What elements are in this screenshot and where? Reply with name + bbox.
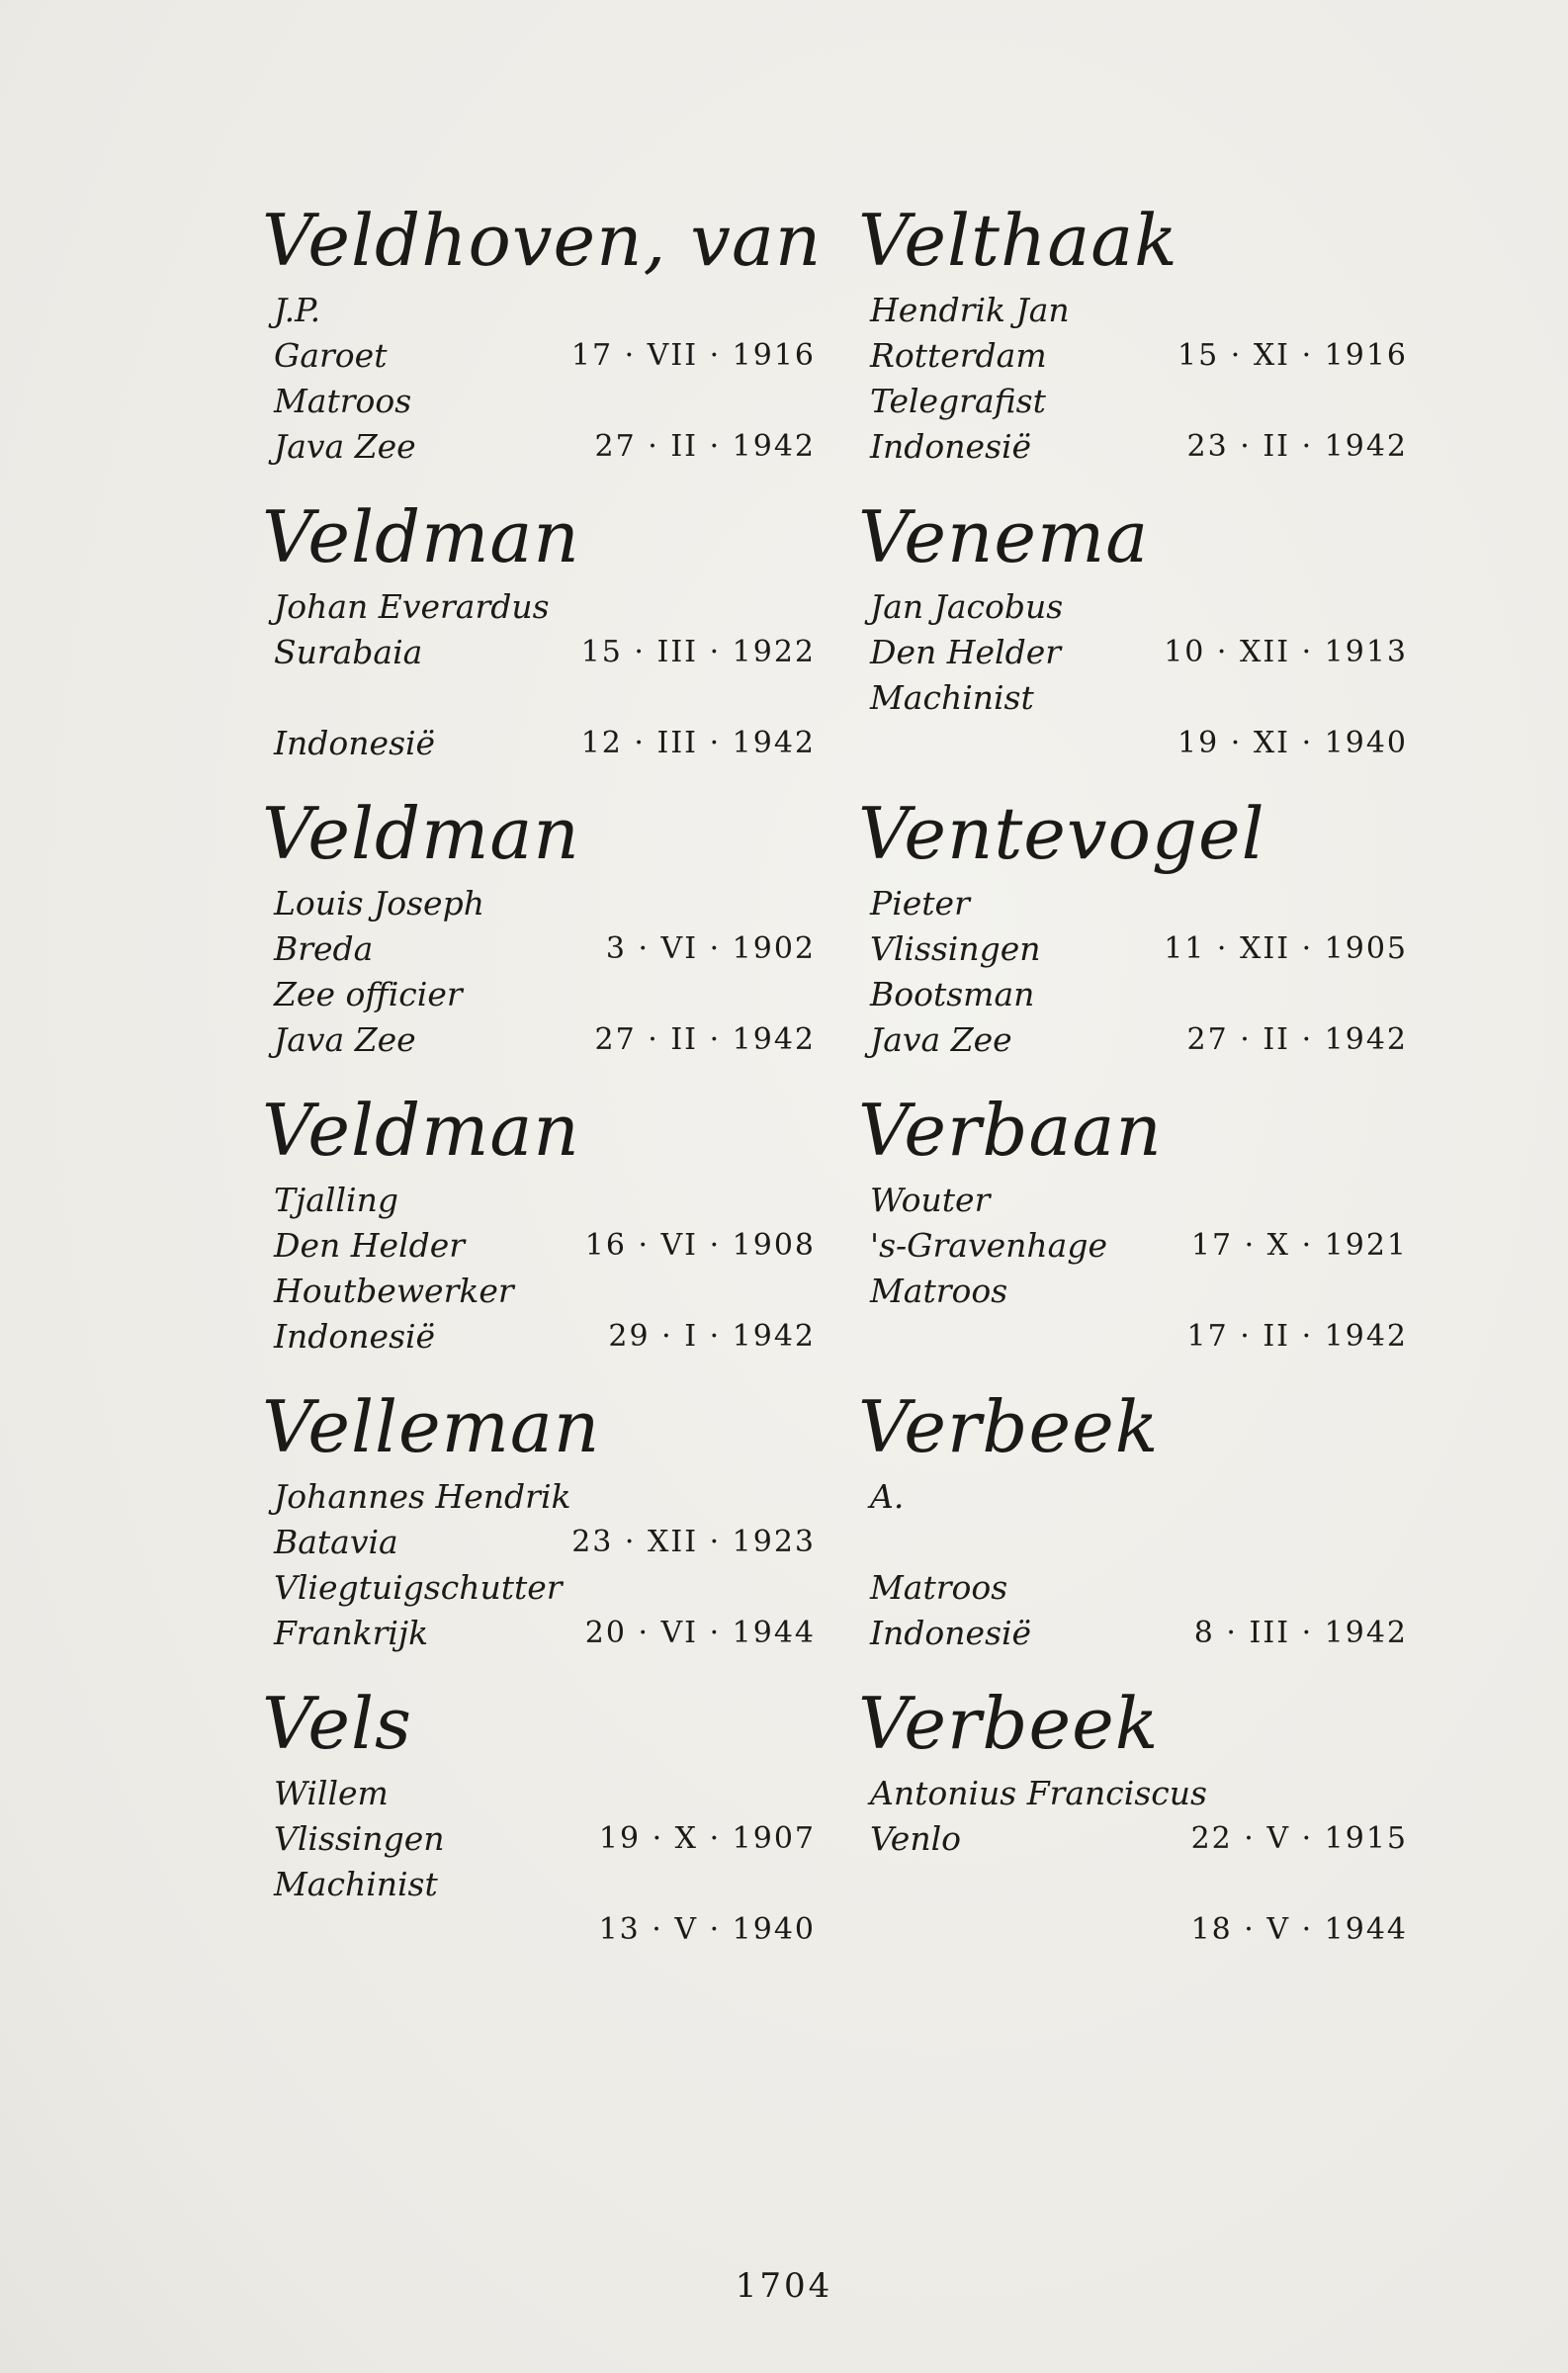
entry-line: [858, 630, 1408, 675]
given-names: Hendrik Jan: [870, 291, 1070, 329]
entry: [262, 193, 823, 489]
entry-line: [858, 675, 1408, 721]
entry: [858, 1676, 1408, 1973]
entry-line: [858, 1907, 1408, 1953]
place-of-death: Java Zee: [274, 427, 416, 466]
death-date: 27 · II · 1942: [594, 429, 816, 464]
entry: [858, 193, 1408, 489]
occupation: Vliegtuigschutter: [274, 1568, 563, 1607]
entry-line: [262, 1017, 816, 1063]
entry-line: [858, 288, 1408, 333]
surname: Veldman: [262, 1089, 580, 1172]
entry-line: [262, 1520, 816, 1565]
entry-line: [858, 424, 1408, 470]
birthplace: Breda: [274, 929, 374, 968]
surname: Venema: [858, 495, 1150, 578]
entry-line: [262, 630, 816, 675]
birthplace: Batavia: [274, 1523, 398, 1561]
left-column: [262, 193, 823, 1973]
entry-line: [858, 333, 1408, 379]
place-of-death: Indonesië: [870, 427, 1032, 466]
occupation: Houtbewerker: [274, 1272, 514, 1310]
surname: Ventevogel: [858, 792, 1265, 875]
entry-line: [262, 584, 816, 630]
birthplace: Den Helder: [870, 633, 1062, 671]
birth-date: 16 · VI · 1908: [584, 1228, 816, 1263]
surname: Verbeek: [858, 1385, 1160, 1468]
entry-line: [858, 1223, 1408, 1269]
entry-line: [858, 1771, 1408, 1816]
entry-line: [858, 1862, 1408, 1907]
birthplace: Den Helder: [274, 1226, 466, 1265]
birthplace: Vlissingen: [870, 929, 1041, 968]
death-date: 19 · XI · 1940: [1177, 726, 1408, 760]
death-date: 8 · III · 1942: [1193, 1616, 1408, 1650]
entry-line: [262, 972, 816, 1017]
page-number: 1704: [735, 2266, 833, 2306]
occupation: Matroos: [870, 1568, 1008, 1607]
entry-line: [262, 1862, 816, 1907]
surname: Velleman: [262, 1385, 601, 1468]
surname: Velthaak: [858, 199, 1178, 282]
birth-date: 11 · XII · 1905: [1164, 931, 1408, 966]
entry-line: [262, 424, 816, 470]
place-of-death: Indonesië: [274, 1317, 436, 1356]
surname: Verbaan: [858, 1089, 1163, 1172]
entry-line: [858, 1017, 1408, 1063]
entry-line: [858, 379, 1408, 424]
entry-line: [262, 379, 816, 424]
entry-line: [262, 1474, 816, 1520]
death-date: 17 · II · 1942: [1186, 1319, 1408, 1354]
surname: Veldhoven, van: [262, 199, 823, 282]
death-date: 29 · I · 1942: [608, 1319, 816, 1354]
surname: Veldman: [262, 792, 580, 875]
right-column: [858, 193, 1408, 1973]
death-date: 12 · III · 1942: [580, 726, 816, 760]
place-of-death: Java Zee: [870, 1020, 1012, 1059]
place-of-death: Indonesië: [274, 724, 436, 762]
birth-date: 15 · XI · 1916: [1177, 338, 1408, 373]
occupation: Machinist: [870, 678, 1034, 717]
birthplace: 's-Gravenhage: [870, 1226, 1107, 1265]
given-names: Wouter: [870, 1181, 991, 1219]
occupation: Matroos: [870, 1272, 1008, 1310]
occupation: Zee officier: [274, 975, 463, 1013]
entry-line: [858, 881, 1408, 926]
entry-line: [858, 1178, 1408, 1223]
entry-line: [262, 675, 816, 721]
entry: [262, 1379, 816, 1676]
given-names: Johannes Hendrik: [274, 1477, 571, 1516]
birth-date: 3 · VI · 1902: [605, 931, 816, 966]
given-names: Willem: [274, 1774, 389, 1812]
entry-line: [262, 1223, 816, 1269]
birth-date: 19 · X · 1907: [598, 1821, 816, 1856]
place-of-death: Frankrijk: [274, 1614, 429, 1652]
entry-line: [858, 721, 1408, 766]
entry-line: [858, 1314, 1408, 1360]
surname: Vels: [262, 1682, 412, 1765]
entry-line: [858, 584, 1408, 630]
death-date: 27 · II · 1942: [594, 1022, 816, 1057]
entry-line: [262, 1907, 816, 1953]
entry-line: [262, 1314, 816, 1360]
entry-line: [858, 1269, 1408, 1314]
surname: Veldman: [262, 495, 580, 578]
birth-date: 23 · XII · 1923: [571, 1525, 816, 1559]
birth-date: 17 · X · 1921: [1190, 1228, 1408, 1263]
entry-line: [858, 972, 1408, 1017]
entry: [858, 1379, 1408, 1676]
birth-date: 22 · V · 1915: [1190, 1821, 1408, 1856]
birth-date: 10 · XII · 1913: [1164, 635, 1408, 669]
entry-line: [262, 1816, 816, 1862]
given-names: Louis Joseph: [274, 884, 484, 923]
entry-line: [262, 881, 816, 926]
place-of-death: Java Zee: [274, 1020, 416, 1059]
entry-line: [262, 1771, 816, 1816]
occupation: Machinist: [274, 1865, 438, 1903]
given-names: J.P.: [274, 291, 321, 329]
entry-line: [262, 1178, 816, 1223]
death-date: 13 · V · 1940: [598, 1912, 816, 1947]
entry-line: [858, 1474, 1408, 1520]
entry-line: [858, 1816, 1408, 1862]
entry-line: [262, 288, 816, 333]
occupation: Bootsman: [870, 975, 1035, 1013]
entry-line: [858, 926, 1408, 972]
death-date: 20 · VI · 1944: [584, 1616, 816, 1650]
entry: [858, 1083, 1408, 1379]
entry-line: [858, 1565, 1408, 1611]
given-names: Antonius Franciscus: [870, 1774, 1207, 1812]
entry-line: [262, 333, 816, 379]
entry-line: [858, 1611, 1408, 1656]
given-names: Johan Everardus: [274, 587, 550, 626]
occupation: Telegrafist: [870, 382, 1046, 420]
birthplace: Venlo: [870, 1819, 962, 1858]
given-names: Tjalling: [274, 1181, 398, 1219]
entry-line: [262, 1565, 816, 1611]
birthplace: Vlissingen: [274, 1819, 445, 1858]
entry: [858, 786, 1408, 1083]
entry: [262, 1676, 816, 1973]
death-date: 23 · II · 1942: [1186, 429, 1408, 464]
place-of-death: Indonesië: [870, 1614, 1032, 1652]
entry: [262, 786, 816, 1083]
given-names: Pieter: [870, 884, 970, 923]
entry: [262, 1083, 816, 1379]
surname: Verbeek: [858, 1682, 1160, 1765]
entry-line: [262, 721, 816, 766]
entry-line: [262, 1269, 816, 1314]
death-date: 27 · II · 1942: [1186, 1022, 1408, 1057]
birthplace: Surabaia: [274, 633, 423, 671]
birth-date: 17 · VII · 1916: [570, 338, 816, 373]
entry: [858, 489, 1408, 786]
death-date: 18 · V · 1944: [1190, 1912, 1408, 1947]
birth-date: 15 · III · 1922: [580, 635, 816, 669]
birthplace: Rotterdam: [870, 336, 1047, 375]
entry-line: [262, 1611, 816, 1656]
entry: [262, 489, 816, 786]
entry-line: [262, 926, 816, 972]
birthplace: Garoet: [274, 336, 388, 375]
given-names: Jan Jacobus: [870, 587, 1064, 626]
occupation: Matroos: [274, 382, 412, 420]
given-names: A.: [870, 1477, 905, 1516]
entry-line: [858, 1520, 1408, 1565]
